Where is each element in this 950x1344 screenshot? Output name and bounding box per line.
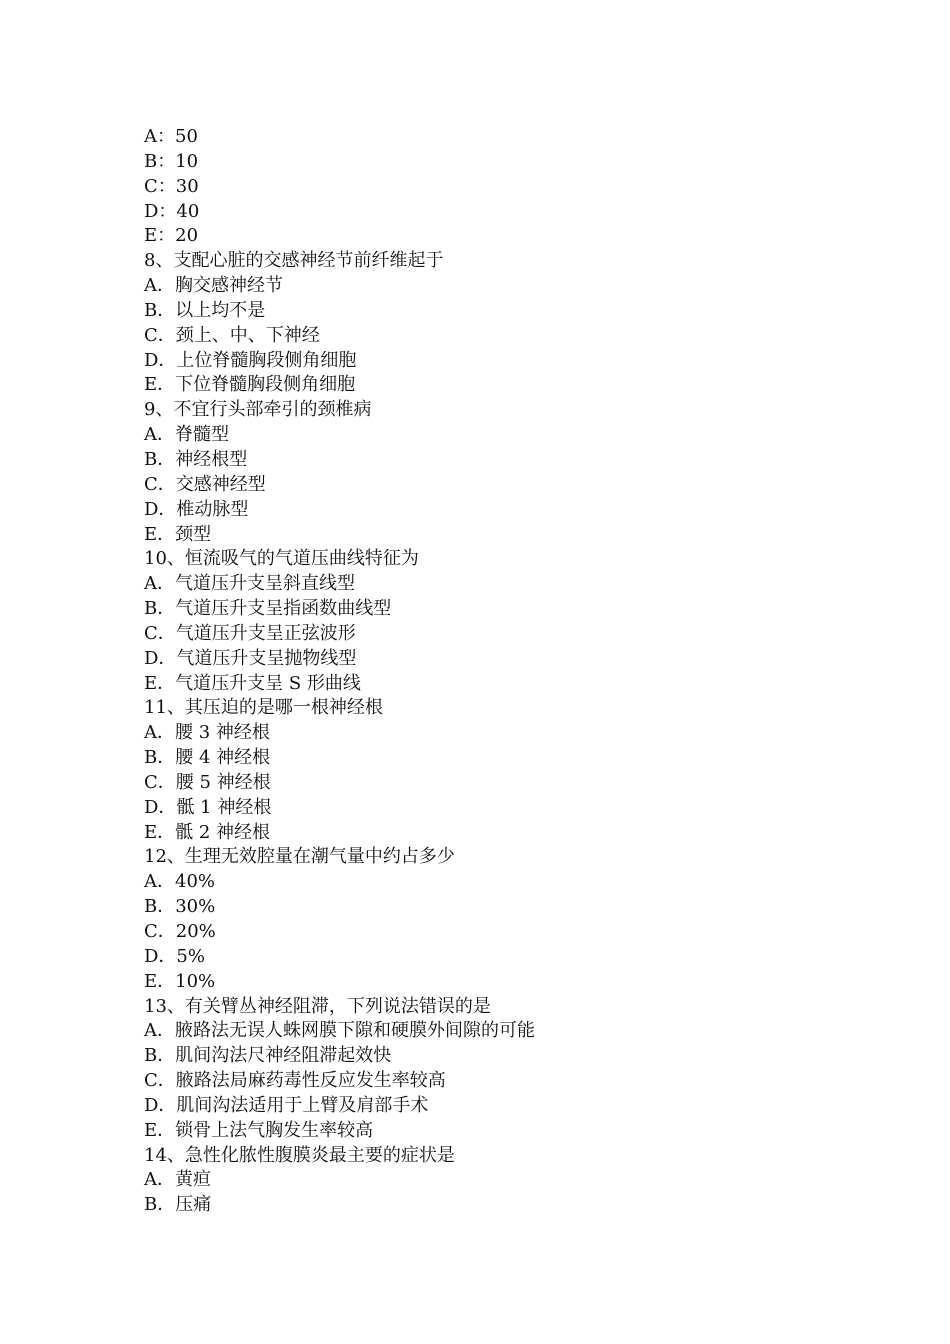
question-line: 14、急性化脓性腹膜炎最主要的症状是 bbox=[144, 1144, 455, 1166]
option-line: A：50 bbox=[144, 126, 198, 147]
option-line: E．10% bbox=[144, 970, 216, 992]
option-line: A．黄疸 bbox=[144, 1169, 211, 1191]
option-line: D．上位脊髓胸段侧角细胞 bbox=[144, 349, 357, 371]
option-line: A．40% bbox=[144, 871, 216, 893]
option-line: A．气道压升支呈斜直线型 bbox=[144, 573, 355, 595]
option-line: C．交感神经型 bbox=[144, 473, 266, 495]
option-line: C．颈上、中、下神经 bbox=[144, 324, 320, 346]
question-line: 9、不宜行头部牵引的颈椎病 bbox=[144, 399, 372, 421]
option-line: E．气道压升支呈 S 形曲线 bbox=[144, 672, 361, 694]
option-line: D．椎动脉型 bbox=[144, 498, 249, 520]
option-line: A．腋路法无误人蛛网膜下隙和硬膜外间隙的可能 bbox=[144, 1020, 535, 1042]
question-line: 11、其压迫的是哪一根神经根 bbox=[144, 697, 383, 719]
option-line: E．下位脊髓胸段侧角细胞 bbox=[144, 374, 356, 396]
option-line: B．腰 4 神经根 bbox=[144, 747, 271, 769]
option-line: B：10 bbox=[144, 150, 199, 172]
option-line: C．气道压升支呈正弦波形 bbox=[144, 622, 356, 644]
option-line: E．骶 2 神经根 bbox=[144, 821, 271, 843]
question-line: 8、支配心脏的交感神经节前纤维起于 bbox=[144, 250, 444, 272]
option-line: B．神经根型 bbox=[144, 448, 248, 470]
question-line: 13、有关臂丛神经阻滞，下列说法错误的是 bbox=[144, 995, 491, 1017]
option-line: A．脊髓型 bbox=[144, 424, 229, 446]
option-line: C．腰 5 神经根 bbox=[144, 771, 271, 793]
option-line: D：40 bbox=[144, 200, 200, 222]
option-line: D．5% bbox=[144, 945, 205, 967]
question-line: 10、恒流吸气的气道压曲线特征为 bbox=[144, 548, 419, 570]
option-line: D．肌间沟法适用于上臂及肩部手术 bbox=[144, 1094, 429, 1116]
option-line: A．腰 3 神经根 bbox=[144, 722, 270, 744]
option-line: B．30% bbox=[144, 896, 216, 918]
option-line: E．锁骨上法气胸发生率较高 bbox=[144, 1119, 374, 1141]
option-line: E：20 bbox=[144, 225, 199, 247]
question-list bbox=[144, 125, 844, 1218]
option-line: B．肌间沟法尺神经阻滞起效快 bbox=[144, 1045, 392, 1067]
option-line: B．气道压升支呈指函数曲线型 bbox=[144, 598, 392, 620]
option-line: C．20% bbox=[144, 921, 216, 942]
option-line: E．颈型 bbox=[144, 523, 212, 545]
question-line: 12、生理无效腔量在潮气量中约占多少 bbox=[144, 846, 455, 868]
option-line: B．压痛 bbox=[144, 1194, 212, 1216]
option-line: A．胸交感神经节 bbox=[144, 275, 283, 297]
option-line: B．以上均不是 bbox=[144, 299, 266, 321]
option-line: D．骶 1 神经根 bbox=[144, 796, 272, 818]
option-line: C：30 bbox=[144, 175, 199, 197]
option-line: D．气道压升支呈抛物线型 bbox=[144, 647, 357, 669]
option-line: C．腋路法局麻药毒性反应发生率较高 bbox=[144, 1070, 446, 1092]
